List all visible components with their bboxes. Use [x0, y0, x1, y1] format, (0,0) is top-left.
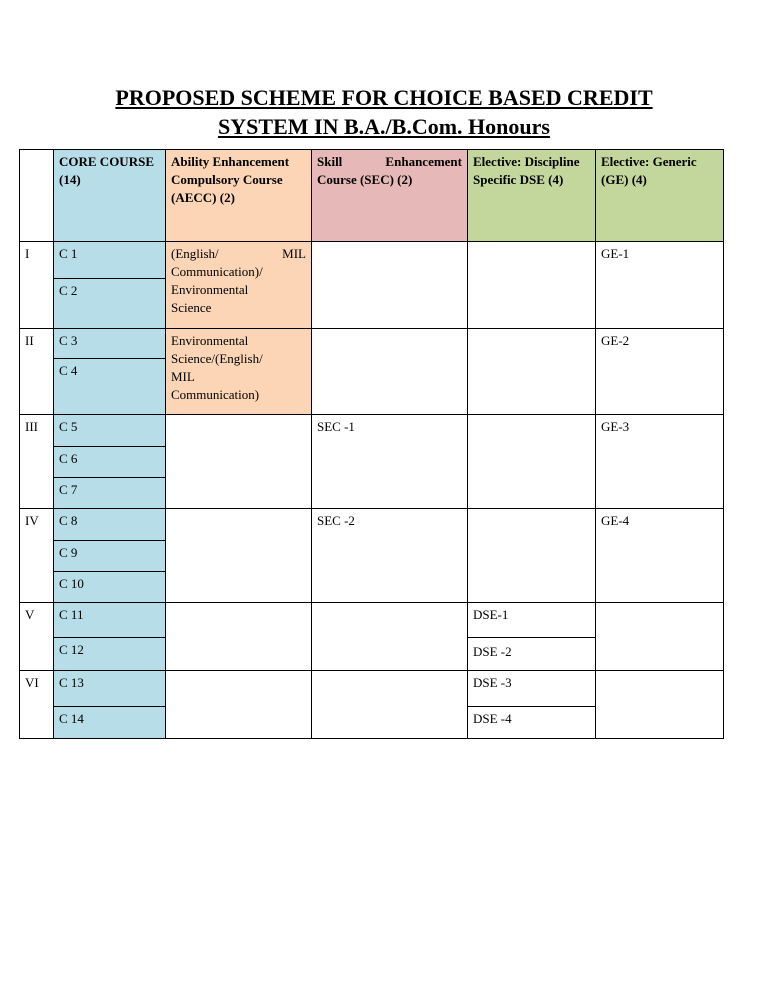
dse-sem-2-empty: [467, 328, 596, 415]
core-c3: C 3: [53, 328, 166, 359]
sec-sem-6-empty: [311, 670, 468, 739]
header-aecc: Ability Enhancement Compulsory Course (AECC) (2): [165, 149, 312, 242]
dse-sem-3-empty: [467, 414, 596, 509]
semester-iv: IV: [19, 508, 54, 603]
core-c4: C 4: [53, 358, 166, 415]
page-title-line-2: SYSTEM IN B.A./B.Com. Honours: [218, 114, 550, 139]
core-c11: C 11: [53, 602, 166, 638]
core-c2: C 2: [53, 278, 166, 329]
dse-2: DSE -2: [467, 637, 596, 671]
sec-1: SEC -1: [311, 414, 468, 509]
aecc-sem-5-empty: [165, 602, 312, 671]
core-c10: C 10: [53, 571, 166, 603]
core-c14: C 14: [53, 706, 166, 739]
semester-i: I: [19, 241, 54, 329]
core-c5: C 5: [53, 414, 166, 447]
aecc-sem-2-text: Environmental Science/(English/ MIL Communication): [171, 333, 263, 402]
sec-sem-2-empty: [311, 328, 468, 415]
header-sec-line-2: Course (SEC) (2): [317, 172, 413, 187]
core-c13: C 13: [53, 670, 166, 707]
core-c7: C 7: [53, 477, 166, 509]
sec-2: SEC -2: [311, 508, 468, 603]
page-title-line-1: PROPOSED SCHEME FOR CHOICE BASED CREDIT: [115, 85, 653, 110]
aecc-sem-1-left: (English/: [171, 246, 219, 261]
core-c1: C 1: [53, 241, 166, 279]
dse-4: DSE -4: [467, 706, 596, 739]
semester-v: V: [19, 602, 54, 671]
dse-sem-4-empty: [467, 508, 596, 603]
semester-iii: III: [19, 414, 54, 509]
header-core-course: CORE COURSE (14): [53, 149, 166, 242]
ge-sem-6-empty: [595, 670, 724, 739]
ge-1: GE-1: [595, 241, 724, 329]
core-c8: C 8: [53, 508, 166, 541]
dse-1: DSE-1: [467, 602, 596, 638]
ge-2: GE-2: [595, 328, 724, 415]
header-ge: Elective: Generic (GE) (4): [595, 149, 724, 242]
ge-3: GE-3: [595, 414, 724, 509]
header-semester-cell: [19, 149, 54, 242]
aecc-sem-4-empty: [165, 508, 312, 603]
ge-4: GE-4: [595, 508, 724, 603]
semester-ii: II: [19, 328, 54, 415]
aecc-sem-2: [165, 328, 312, 415]
header-sec-line-1: Skill Enhancement: [317, 154, 462, 169]
aecc-sem-6-empty: [165, 670, 312, 739]
aecc-sem-1-rest: Communication)/ Environmental Science: [171, 264, 263, 315]
dse-sem-1-empty: [467, 241, 596, 329]
header-sec: [311, 149, 468, 242]
dse-3: DSE -3: [467, 670, 596, 707]
aecc-sem-1-right: MIL: [282, 246, 306, 261]
core-c9: C 9: [53, 540, 166, 572]
core-c12: C 12: [53, 637, 166, 671]
header-dse: Elective: Discipline Specific DSE (4): [467, 149, 596, 242]
sec-sem-1-empty: [311, 241, 468, 329]
semester-vi: VI: [19, 670, 54, 739]
aecc-sem-1: [165, 241, 312, 329]
aecc-sem-3-empty: [165, 414, 312, 509]
core-c6: C 6: [53, 446, 166, 478]
sec-sem-5-empty: [311, 602, 468, 671]
ge-sem-5-empty: [595, 602, 724, 671]
